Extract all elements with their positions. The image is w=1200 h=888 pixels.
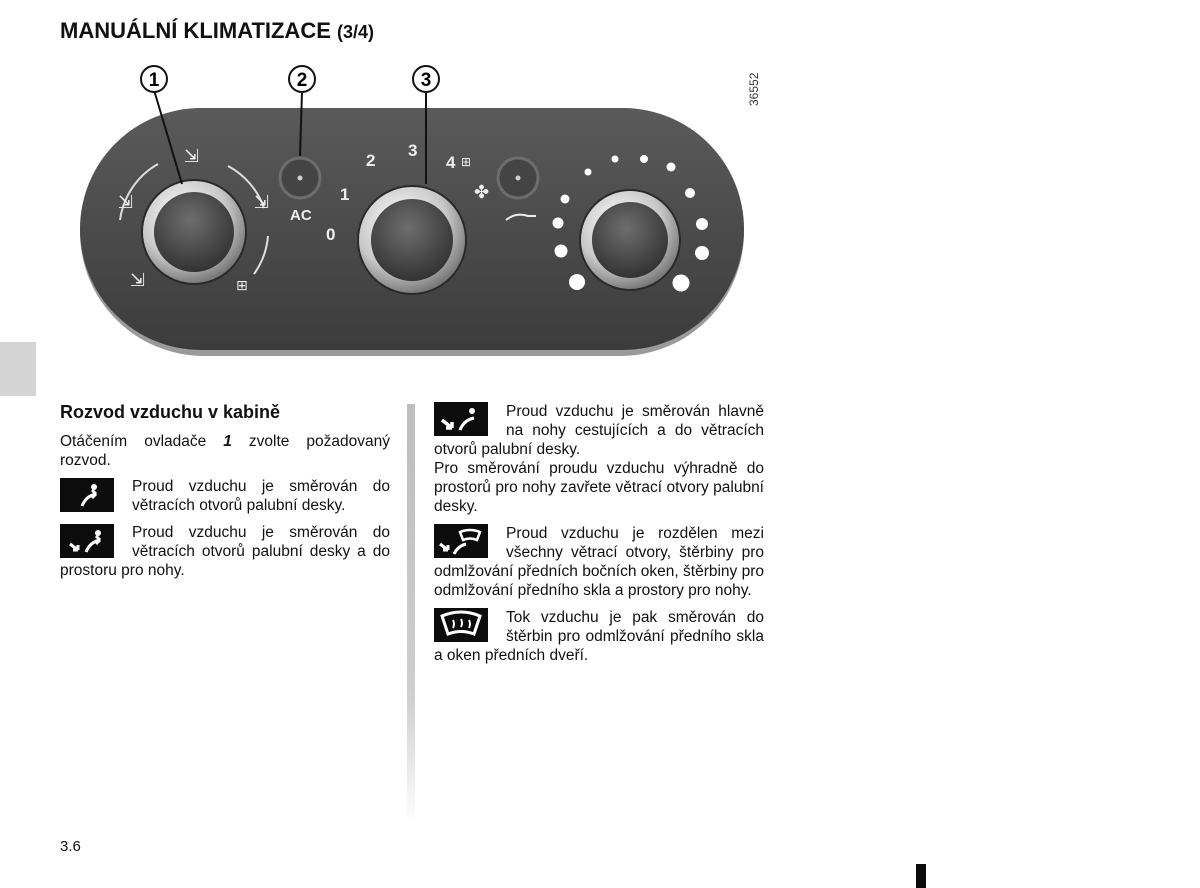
temperature-dot [696, 218, 708, 230]
temperature-dot [553, 218, 564, 229]
column-divider [407, 404, 415, 824]
windshield-defrost-icon [434, 608, 488, 642]
panel-illustration [78, 60, 768, 362]
left-column [60, 400, 390, 588]
entry-text: Proud vzduchu je směrován do větracích otvorů palubní desky. [132, 478, 390, 514]
list-item [434, 608, 764, 665]
fan-level-1: 1 [340, 185, 350, 204]
intro-prefix: Otáčením ovladače [60, 433, 207, 450]
list-item [434, 402, 764, 459]
temperature-dot [695, 246, 709, 260]
temperature-knob-cap [592, 202, 668, 278]
fan-level-0: 0 [326, 225, 336, 244]
entry-text: Tok vzduchu je pak směrován do štěrbin pro odmlžování předního skla a oken předních dveří. [434, 609, 764, 664]
callout-2: 2 [296, 70, 308, 91]
defrost-small-icon: ⊞ [461, 155, 472, 169]
defrost-and-feet-icon [434, 524, 488, 558]
temperature-dot [555, 245, 568, 258]
feet-only-note: Pro směrování proudu vzduchu výhradně do prostorů pro nohy zavřete větrací otvory palubní desky. [434, 460, 764, 515]
page-title [60, 18, 374, 44]
temperature-dot [673, 275, 690, 292]
title-text: MANUÁLNÍ KLIMATIZACE [60, 18, 331, 43]
fan-level-2: 2 [366, 151, 376, 170]
entry-text: Proud vzduchu je rozdělen mezi všechny větrací otvory, štěrbiny pro odmlžování předních bočních oken, štěrbiny pro odmlžování předního skla a prostory pro nohy. [434, 525, 764, 599]
temperature-dot [585, 169, 592, 176]
fan-icon: ✤ [474, 182, 490, 203]
section-heading: Rozvod vzduchu v kabině [60, 402, 281, 422]
recirculation-indicator [516, 176, 521, 181]
intro-suffix: zvolte požadovaný rozvod. [60, 433, 390, 469]
title-page-count: (3/4) [337, 22, 375, 42]
corner-mark [916, 864, 926, 888]
callout-1: 1 [148, 70, 160, 91]
distribution-knob-cap [154, 192, 234, 272]
entry-text: Proud vzduchu je směrován hlavně na nohy cestujících a do větracích otvorů palubní desky. [434, 403, 764, 458]
face-feet-mark-icon: ⇲ [118, 192, 134, 213]
fan-level-4: 4 [446, 153, 456, 172]
page-number: 3.6 [60, 838, 81, 855]
face-and-feet-icon [60, 524, 114, 558]
defrost-feet-mark-icon: ⇲ [254, 192, 270, 213]
callout-3: 3 [420, 70, 432, 91]
feet-mark-icon: ⇲ [130, 270, 146, 291]
fan-level-3: 3 [408, 141, 418, 160]
list-item [60, 477, 390, 515]
chapter-tab [0, 342, 36, 396]
defrost-mark-icon: ⊞ [236, 278, 248, 294]
face-vent-icon [60, 478, 114, 512]
intro-text [60, 432, 390, 470]
entry-text: Proud vzduchu je směrován do větracích otvorů palubní desky a do prostoru pro nohy. [60, 524, 390, 579]
temperature-dot [561, 195, 570, 204]
climate-control-panel-figure [78, 60, 768, 362]
list-item [60, 523, 390, 580]
temperature-dot [685, 188, 695, 198]
temperature-dot [667, 163, 676, 172]
ac-indicator [298, 176, 303, 181]
intro-knob-ref: 1 [223, 433, 232, 450]
fan-speed-knob-cap [371, 199, 453, 281]
list-item [434, 524, 764, 600]
face-mark-icon: ⇲ [184, 146, 200, 167]
feet-vent-icon [434, 402, 488, 436]
figure-id: 36552 [747, 72, 761, 106]
temperature-dot [640, 155, 648, 163]
ac-label: AC [290, 207, 312, 224]
temperature-dot [612, 156, 619, 163]
temperature-dot [569, 274, 585, 290]
right-column [434, 402, 764, 673]
